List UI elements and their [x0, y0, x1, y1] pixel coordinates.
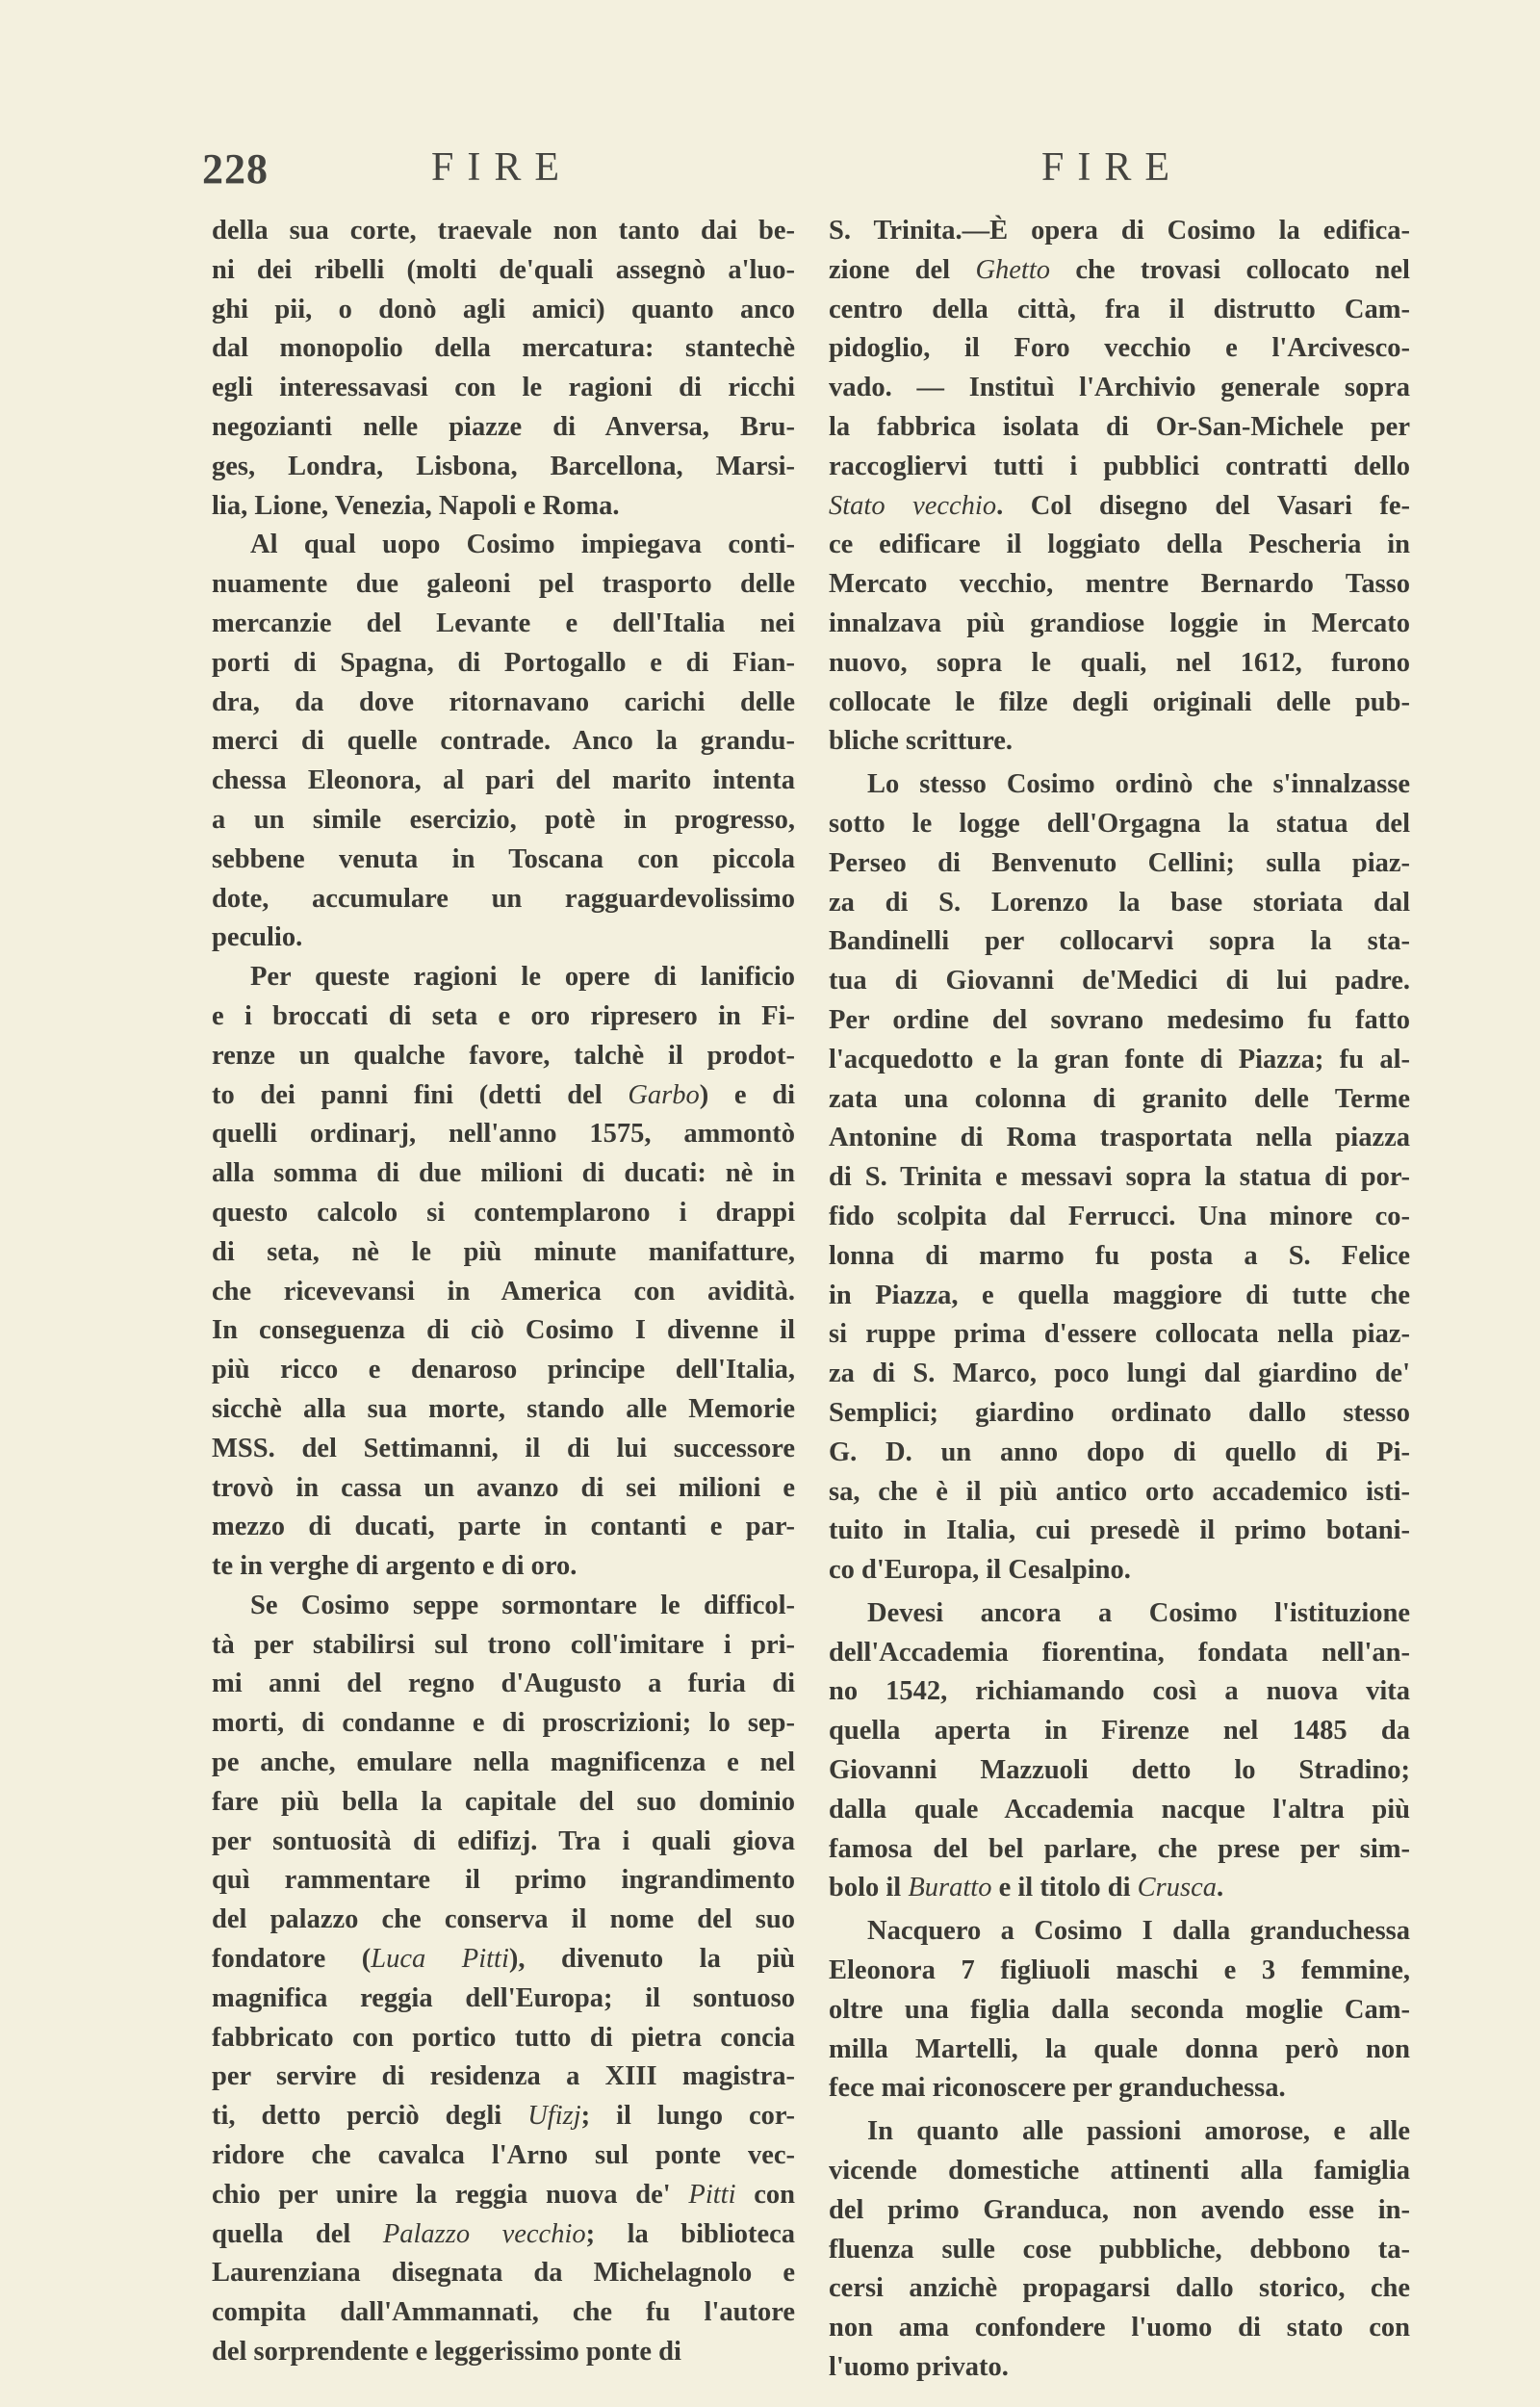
text-line: più ricco e denaroso principe dell'Italia,: [212, 1355, 795, 1385]
text-line: renze un qualche favore, talchè il prodot-: [212, 1040, 795, 1071]
italic-term: Crusca: [1137, 1873, 1217, 1903]
text-segment: bolo il: [829, 1873, 909, 1903]
running-head-left: FIRE: [431, 145, 574, 190]
text-line: co d'Europa, il Cesalpino.: [829, 1555, 1131, 1586]
text-line: sebbene venuta in Toscana con piccola: [212, 843, 795, 874]
text-line: l'uomo privato.: [829, 2352, 1009, 2383]
text-line: za di S. Lorenzo la base storiata dal: [829, 887, 1410, 918]
text-segment: zione del: [829, 254, 976, 285]
text-line: fluenza sulle cose pubbliche, debbono ta-: [829, 2234, 1410, 2265]
text-line: cersi anzichè propagarsi dallo storico, che: [829, 2273, 1410, 2304]
text-line: l'acquedotto e la gran fonte di Piazza; fu al-: [829, 1044, 1410, 1074]
text-line: te in verghe di argento e di oro.: [212, 1551, 578, 1582]
text-line: In quanto alle passioni amorose, e alle: [867, 2116, 1410, 2147]
text-line: MSS. del Settimanni, il di lui successore: [212, 1433, 795, 1463]
text-line: In conseguenza di ciò Cosimo I divenne il: [212, 1315, 795, 1346]
text-line: alla somma di due milioni di ducati: nè in: [212, 1158, 795, 1189]
text-segment: ), divenuto la più: [508, 1944, 795, 1975]
text-line: quelli ordinarj, nell'anno 1575, ammontò: [212, 1119, 795, 1150]
text-line: [212, 1076, 795, 1116]
text-line: nuamente due galeoni pel trasporto delle: [212, 569, 795, 600]
text-line: che ricevevansi in America con avidità.: [212, 1276, 795, 1307]
text-line: e i broccati di seta e oro ripresero in Fi-: [212, 1000, 795, 1031]
text-line: del primo Granduca, non avendo esse in-: [829, 2194, 1410, 2225]
text-line: zata una colonna di granito delle Terme: [829, 1083, 1410, 1114]
text-line: egli interessavasi con le ragioni di ricchi: [212, 373, 795, 403]
text-line: a un simile esercizio, potè in progresso,: [212, 804, 795, 835]
text-line: tuito in Italia, cui presedè il primo botani-: [829, 1515, 1410, 1546]
text-line: centro della città, fra il distrutto Cam-: [829, 294, 1410, 324]
text-line: compita dall'Ammannati, che fu l'autore: [212, 2297, 795, 2328]
text-line: Lo stesso Cosimo ordinò che s'innalzasse: [867, 769, 1410, 800]
text-line: Laurenziana disegnata da Michelagnolo e: [212, 2258, 795, 2289]
text-line: [829, 1869, 1410, 1908]
text-line: ni dei ribelli (molti de'quali assegnò a'luo-: [212, 254, 795, 285]
text-line: magnifica reggia dell'Europa; il sontuoso: [212, 1982, 795, 2013]
text-line: quella aperta in Firenze nel 1485 da: [829, 1716, 1410, 1747]
text-line: del palazzo che conserva il nome del suo: [212, 1904, 795, 1935]
text-line: [212, 2176, 795, 2215]
text-line: di S. Trinita e messavi sopra la statua di por-: [829, 1162, 1410, 1193]
text-line: Mercato vecchio, mentre Bernardo Tasso: [829, 569, 1410, 600]
text-line: trovò in cassa un avanzo di sei milioni e: [212, 1472, 795, 1503]
text-segment: chio per unire la reggia nuova de': [212, 2179, 689, 2210]
text-line: [829, 251, 1410, 291]
text-line: pe anche, emulare nella magnificenza e nel: [212, 1747, 795, 1778]
text-segment: che trovasi collocato nel: [1050, 254, 1410, 285]
text-segment: quella del: [212, 2218, 383, 2249]
text-line: per sontuosità di edifizj. Tra i quali giova: [212, 1825, 795, 1856]
text-line: sicchè alla sua morte, stando alle Memorie: [212, 1393, 795, 1424]
italic-term: Palazzo vecchio: [382, 2218, 586, 2249]
text-line: fabbricato con portico tutto di pietra concia: [212, 2022, 795, 2053]
text-line: merci di quelle contrade. Anco la grandu-: [212, 726, 795, 757]
page-number: 228: [202, 145, 269, 193]
text-line: in Piazza, e quella maggiore di tutte che: [829, 1280, 1410, 1310]
text-segment: . Col disegno del Vasari fe-: [996, 490, 1410, 521]
text-line: sotto le logge dell'Orgagna la statua del: [829, 808, 1410, 839]
italic-term: Luca Pitti: [371, 1944, 509, 1975]
text-line: Devesi ancora a Cosimo l'istituzione: [867, 1597, 1410, 1628]
text-line: quì rammentare il primo ingrandimento: [212, 1865, 795, 1896]
running-head-right: FIRE: [1041, 145, 1184, 190]
text-line: peculio.: [212, 922, 303, 953]
italic-term: Stato vecchio: [829, 490, 997, 521]
text-segment: ) e di: [699, 1079, 795, 1110]
text-line: Se Cosimo seppe sormontare le difficol-: [250, 1590, 795, 1620]
text-line: tua di Giovanni de'Medici di lui padre.: [829, 966, 1410, 996]
text-line: Eleonora 7 figliuoli maschi e 3 femmine,: [829, 1955, 1410, 1986]
text-line: Antonine di Roma trasportata nella piazza: [829, 1123, 1410, 1153]
text-line: negozianti nelle piazze di Anversa, Bru-: [212, 411, 795, 442]
italic-term: Buratto: [908, 1873, 992, 1903]
text-line: si ruppe prima d'essere collocata nella piaz-: [829, 1319, 1410, 1350]
text-line: dal monopolio della mercatura: stantechè: [212, 333, 795, 364]
text-line: famosa del bel parlare, che prese per sim-: [829, 1833, 1410, 1864]
text-line: raccogliervi tutti i pubblici contratti dello: [829, 451, 1410, 481]
text-segment: ; il lungo cor-: [580, 2101, 795, 2132]
text-line: dra, da dove ritornavano carichi delle: [212, 686, 795, 717]
text-line: Bandinelli per collocarvi sopra la sta-: [829, 926, 1410, 957]
text-line: fece mai riconoscere per granduchessa.: [829, 2073, 1286, 2104]
italic-term: Garbo: [628, 1079, 700, 1110]
text-segment: ; la biblioteca: [585, 2218, 796, 2249]
text-line: [212, 2215, 795, 2255]
text-line: per servire di residenza a XIII magistra-: [212, 2061, 795, 2092]
text-line: G. D. un anno dopo di quello di Pi-: [829, 1436, 1410, 1467]
text-line: innalzava più grandiose loggie in Mercato: [829, 608, 1410, 638]
italic-term: Ufizj: [527, 2101, 581, 2132]
text-line: Semplici; giardino ordinato dallo stesso: [829, 1397, 1410, 1428]
text-line: ges, Londra, Lisbona, Barcellona, Marsi-: [212, 451, 795, 481]
text-line: [212, 2097, 795, 2136]
text-line: fido scolpita dal Ferrucci. Una minore co-: [829, 1201, 1410, 1231]
text-line: collocate le filze degli originali delle pub-: [829, 686, 1410, 717]
text-line: porti di Spagna, di Portogallo e di Fian-: [212, 647, 795, 678]
text-line: vado. — Instituì l'Archivio generale sopra: [829, 373, 1410, 403]
text-line: no 1542, richiamando così a nuova vita: [829, 1676, 1410, 1707]
text-line: milla Martelli, la quale donna però non: [829, 2033, 1410, 2064]
text-line: la fabbrica isolata di Or-San-Michele per: [829, 411, 1410, 442]
text-line: Nacquero a Cosimo I dalla granduchessa: [867, 1916, 1410, 1947]
text-line: ghi pii, o donò agli amici) quanto anco: [212, 294, 795, 324]
text-line: chessa Eleonora, al pari del marito intenta: [212, 765, 795, 796]
text-line: non ama confondere l'uomo di stato con: [829, 2313, 1410, 2343]
text-line: mi anni del regno d'Augusto a furia di: [212, 1669, 795, 1699]
text-segment: .: [1217, 1873, 1224, 1903]
text-line: mezzo di ducati, parte in contanti e par-: [212, 1512, 795, 1542]
text-line: oltre una figlia dalla seconda moglie Cam-: [829, 1994, 1410, 2025]
text-line: morti, di condanne e di proscrizioni; lo sep-: [212, 1708, 795, 1739]
text-line: pidoglio, il Foro vecchio e l'Arcivesco-: [829, 333, 1410, 364]
italic-term: Pitti: [688, 2179, 736, 2210]
text-line: S. Trinita.—È opera di Cosimo la edifica-: [829, 216, 1410, 246]
text-segment: fondatore (: [212, 1944, 372, 1975]
text-line: dalla quale Accademia nacque l'altra più: [829, 1794, 1410, 1825]
text-segment: to dei panni fini (detti del: [212, 1079, 629, 1110]
text-line: mercanzie del Levante e dell'Italia nei: [212, 608, 795, 638]
text-line: dell'Accademia fiorentina, fondata nell'an-: [829, 1637, 1410, 1668]
text-line: Giovanni Mazzuoli detto lo Stradino;: [829, 1755, 1410, 1786]
text-line: tà per stabilirsi sul trono coll'imitare i pri-: [212, 1629, 795, 1660]
text-line: nuovo, sopra le quali, nel 1612, furono: [829, 647, 1410, 678]
text-line: [829, 487, 1410, 527]
text-line: ce edificare il loggiato della Pescheria in: [829, 530, 1410, 560]
text-line: fare più bella la capitale del suo dominio: [212, 1786, 795, 1817]
text-segment: con: [735, 2179, 795, 2210]
text-line: del sorprendente e leggerissimo ponte di: [212, 2337, 681, 2368]
text-line: lia, Lione, Venezia, Napoli e Roma.: [212, 490, 620, 521]
text-line: Al qual uopo Cosimo impiegava conti-: [250, 530, 795, 560]
left-text-column: [212, 212, 795, 2372]
text-line: Per queste ragioni le opere di lanificio: [250, 962, 795, 993]
text-line: dote, accumulare un ragguardevolissimo: [212, 883, 795, 914]
text-line: [212, 1940, 795, 1980]
text-line: vicende domestiche attinenti alla famiglia: [829, 2156, 1410, 2187]
text-line: di seta, nè le più minute manifatture,: [212, 1236, 795, 1267]
text-line: Per ordine del sovrano medesimo fu fatto: [829, 1004, 1410, 1035]
text-line: bliche scritture.: [829, 726, 1014, 757]
italic-term: Ghetto: [975, 254, 1051, 285]
text-line: Perseo di Benvenuto Cellini; sulla piaz-: [829, 847, 1410, 878]
text-line: questo calcolo si contemplarono i drappi: [212, 1197, 795, 1228]
text-segment: e il titolo di: [991, 1873, 1138, 1903]
text-segment: ti, detto perciò degli: [212, 2101, 528, 2132]
text-line: za di S. Marco, poco lungi dal giardino de': [829, 1359, 1410, 1389]
text-line: della sua corte, traevale non tanto dai be-: [212, 216, 795, 246]
right-text-column: [829, 212, 1410, 2388]
text-line: ridore che cavalca l'Arno sul ponte vec-: [212, 2140, 795, 2171]
text-line: lonna di marmo fu posta a S. Felice: [829, 1240, 1410, 1271]
text-line: sa, che è il più antico orto accademico isti-: [829, 1476, 1410, 1507]
